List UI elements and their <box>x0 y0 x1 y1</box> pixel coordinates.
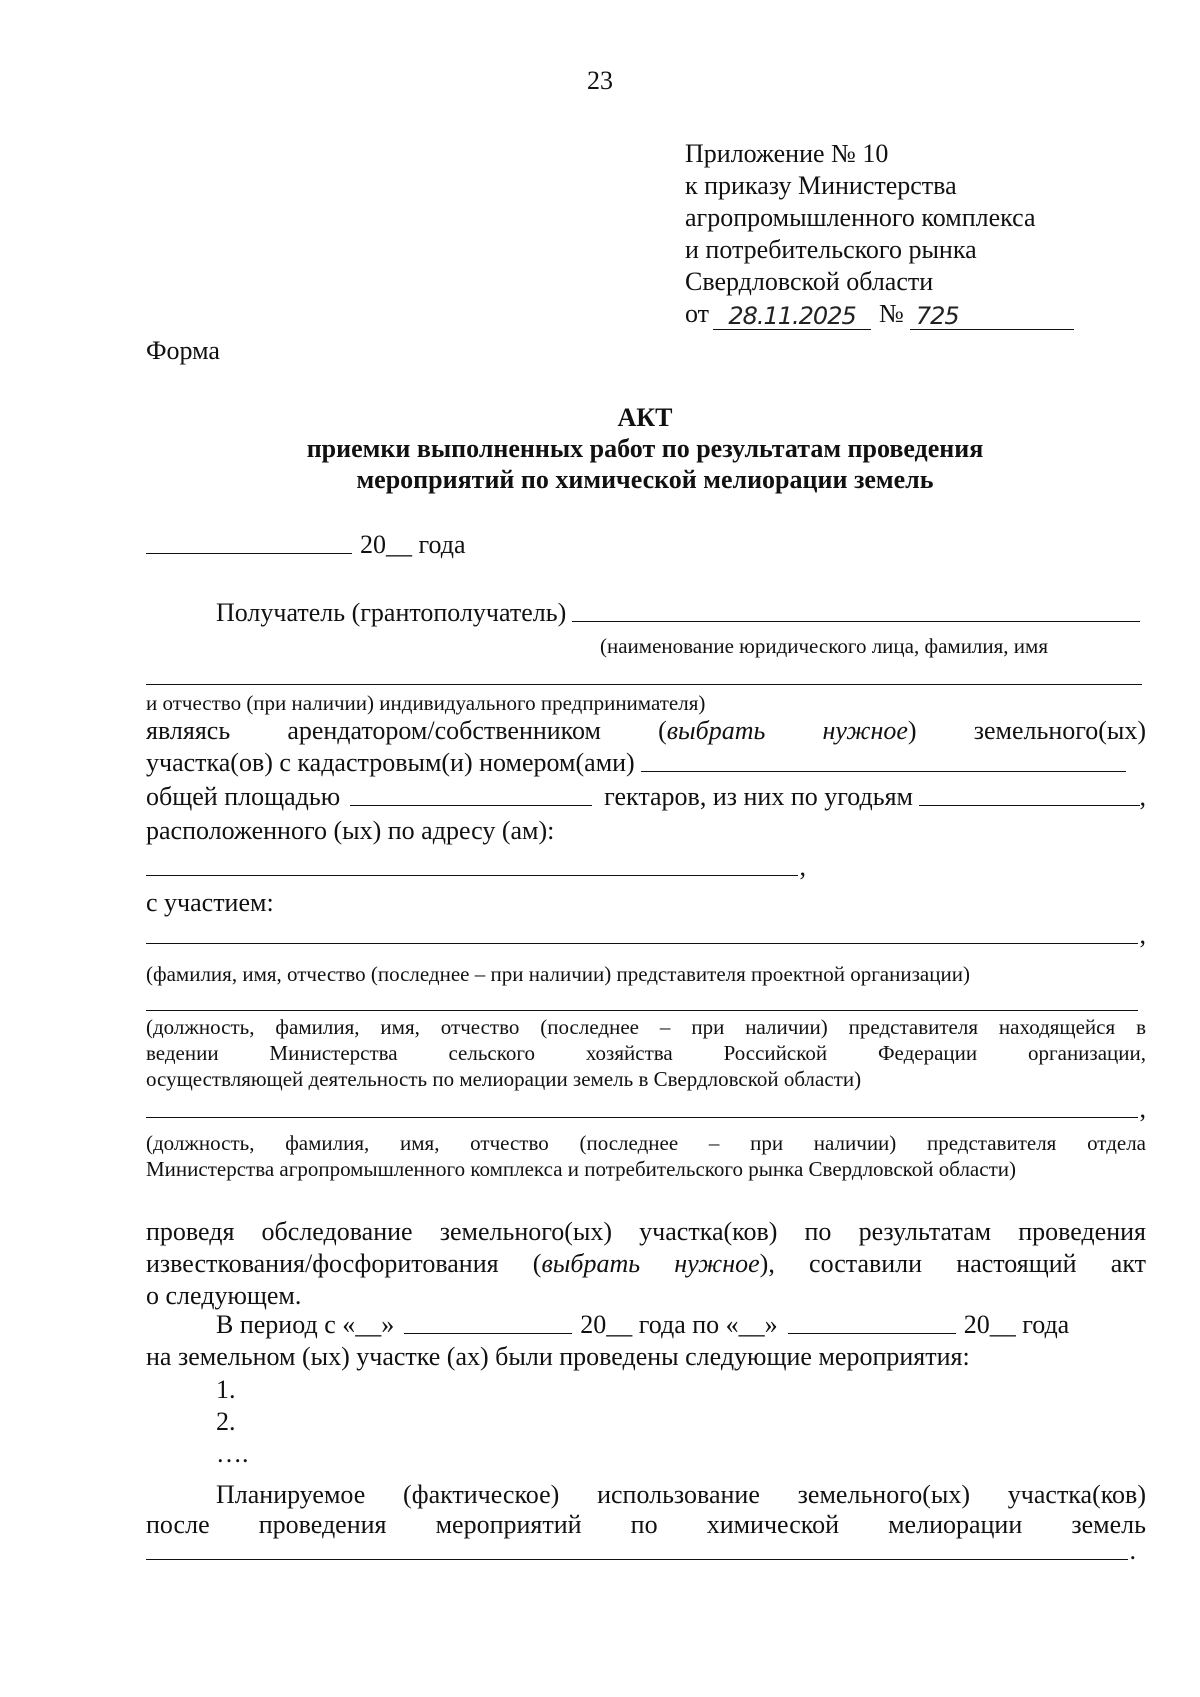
being-line <box>146 716 1146 746</box>
department-line <box>146 1094 1146 1124</box>
appendix-line: и потребительского рынка <box>685 235 977 264</box>
survey-paragraph <box>146 1216 1146 1312</box>
recipient-hint-1: (наименование юридического лица, фамилия, имя <box>600 634 1048 658</box>
text: ), составили настоящий акт <box>759 1249 1147 1278</box>
comma: , <box>1139 1094 1146 1123</box>
appendix-line: Приложение № 10 <box>685 139 889 168</box>
act-date-line <box>146 530 466 560</box>
measures-list <box>216 1374 249 1470</box>
act-date-field <box>146 553 352 554</box>
project-org-line <box>146 920 1146 950</box>
address-field <box>146 875 798 876</box>
area-label-2: гектаров, из них по угодьям <box>604 782 914 811</box>
title-line: мероприятий по химической мелиорации земель <box>356 465 934 494</box>
list-item: 2. <box>216 1407 236 1436</box>
order-number-label: № <box>879 299 904 328</box>
period-to: 20__ года по «__» <box>580 1310 778 1339</box>
recipient-field <box>572 621 1140 622</box>
area-field <box>350 805 592 806</box>
project-org-hint: (фамилия, имя, отчество (последнее – при наличии) представителя проектной организации) <box>146 962 970 986</box>
cadastral-field <box>641 771 1126 772</box>
ministry-org-field <box>146 1010 1138 1011</box>
document-title <box>0 402 1200 495</box>
appendix-block <box>685 138 1105 330</box>
form-label: Форма <box>146 336 220 365</box>
planned-end: . <box>1129 1536 1136 1565</box>
recipient-label: Получатель (грантополучатель) <box>216 598 567 627</box>
order-number-field <box>910 303 1074 330</box>
area-end: , <box>1139 782 1146 811</box>
area-line <box>146 782 1146 812</box>
department-field <box>146 1117 1138 1118</box>
being-choice <box>658 716 765 745</box>
project-org-field <box>146 943 1138 944</box>
period-to-month-field <box>788 1333 956 1334</box>
area-label: общей площадью <box>146 782 341 811</box>
list-item: …. <box>216 1439 249 1468</box>
being-word: земельного(ых) <box>973 716 1147 745</box>
address-line <box>146 852 806 882</box>
planned-use-field <box>146 1559 1128 1560</box>
comma: , <box>1139 920 1146 949</box>
appendix-line: агропромышленного комплекса <box>685 203 1036 232</box>
hint-line: ведении Министерства сельского хозяйства Российской Федерации организации, <box>146 1041 1146 1065</box>
list-item: 1. <box>216 1375 236 1404</box>
survey-line <box>146 1248 1146 1280</box>
being-word: являясь <box>146 716 231 745</box>
hint-line: осуществляющей деятельность по мелиорации земель в Свердловской области) <box>146 1067 862 1091</box>
bracket: ) <box>907 716 917 745</box>
period-end: 20__ года <box>963 1310 1070 1339</box>
address-label: расположенного (ых) по адресу (ам): <box>146 816 555 845</box>
comma: , <box>799 852 806 881</box>
title-line: АКТ <box>617 403 673 432</box>
title-line: приемки выполненных работ по результатам проведения <box>306 434 984 463</box>
period-from: В период с «__» <box>216 1310 395 1339</box>
hint-line: Министерства агропромышленного комплекса и потребительского рынка Свердловской области) <box>146 1157 1016 1181</box>
being-choice-end <box>822 716 916 745</box>
appendix-line: Свердловской области <box>685 267 934 296</box>
ministry-org-hint <box>146 1014 1146 1092</box>
being-word: арендатором/собственником <box>287 716 601 745</box>
order-date-number-line <box>685 298 1105 330</box>
department-hint <box>146 1130 1146 1182</box>
handwritten-number: 725 <box>915 302 959 330</box>
appendix-line: к приказу Министерства <box>685 171 957 200</box>
cadastral-line <box>146 748 1128 778</box>
survey-line: о следующем. <box>146 1281 302 1310</box>
choice-word: нужное <box>822 716 908 745</box>
period-line <box>216 1310 1146 1340</box>
act-year-text: 20__ года <box>360 530 466 559</box>
choice-word: выбрать <box>666 716 766 745</box>
participation-label: с участием: <box>146 888 274 917</box>
page-number: 23 <box>587 66 613 95</box>
planned-fill-line <box>146 1536 1136 1566</box>
order-date-field <box>713 303 871 330</box>
choice-text: выбрать нужное <box>541 1249 760 1278</box>
planned-line-1: Планируемое (фактическое) использование земельного(ых) участка(ков) <box>216 1480 1146 1509</box>
planned-line-2: после проведения мероприятий по химической мелиорации земель <box>146 1510 1146 1539</box>
handwritten-date: 28.11.2025 <box>728 302 856 330</box>
text: известкования/фосфоритования ( <box>146 1249 542 1278</box>
period-line-2: на земельном (ых) участке (ах) были проведены следующие мероприятия: <box>146 1342 970 1371</box>
recipient-field-2 <box>146 684 1142 685</box>
order-from-label: от <box>685 299 710 328</box>
hint-line: (должность, фамилия, имя, отчество (последнее – при наличии) представителя отдела <box>146 1131 1146 1155</box>
period-from-month-field <box>404 1333 572 1334</box>
survey-line: проведя обследование земельного(ых) участка(ков) по результатам проведения <box>146 1217 1146 1246</box>
recipient-line <box>216 598 1142 628</box>
land-types-field <box>919 805 1139 806</box>
bracket: ( <box>658 716 667 745</box>
recipient-hint-2: и отчество (при наличии) индивидуального предпринимателя) <box>146 691 706 715</box>
hint-line: (должность, фамилия, имя, отчество (последнее – при наличии) представителя находящейся в <box>146 1015 1146 1039</box>
cadastral-label: участка(ов) с кадастровым(и) номером(ами) <box>146 748 635 777</box>
